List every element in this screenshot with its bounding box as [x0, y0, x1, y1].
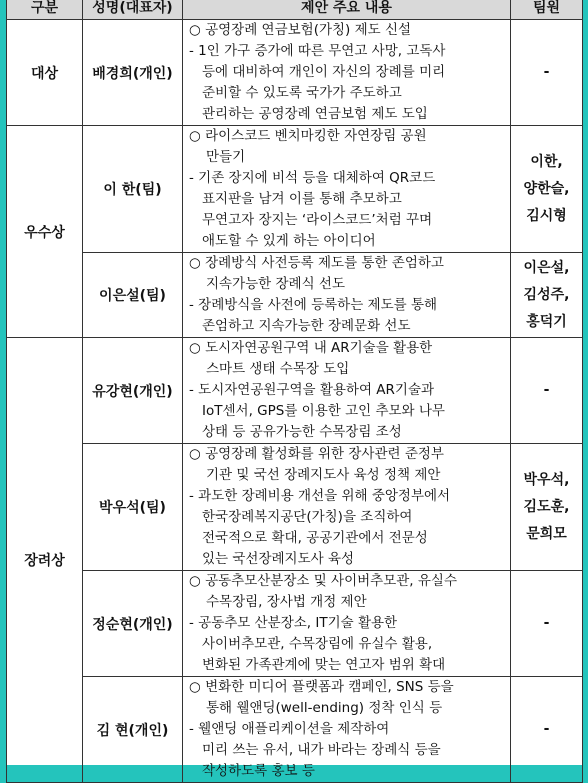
team-members: -: [511, 20, 583, 126]
proposal-content: [183, 338, 511, 444]
table-row: [7, 253, 583, 338]
winner-name: 유강현(개인): [83, 338, 183, 444]
team-members: 이한, 양한슬, 김시형: [511, 126, 583, 253]
award-table: [6, 0, 583, 783]
proposal-line: 만들기: [206, 149, 246, 165]
table-row: [7, 126, 583, 253]
proposal-line: 한국장례복지공단(가칭)을 조직하여: [202, 509, 413, 525]
proposal-line: - 웰앤딩 애플리케이션을 제작하여: [189, 719, 506, 740]
award-category: 대상: [7, 20, 83, 126]
proposal-line: 준비할 수 있도록 국가가 주도하고: [202, 85, 402, 101]
proposal-line: ○ 도시자연공원구역 내 AR기술을 활용한: [189, 338, 506, 359]
document-page: [6, 0, 582, 779]
winner-name: 박우석(팀): [83, 444, 183, 571]
proposal-content: [183, 20, 511, 126]
table-row: [7, 677, 583, 783]
winner-name: 배경희(개인): [83, 20, 183, 126]
proposal-line: ○ 공영장례 연금보험(가칭) 제도 신설: [189, 20, 506, 41]
header-team: 팀원: [511, 0, 583, 20]
proposal-content: [183, 571, 511, 677]
award-category: 장려상: [7, 338, 83, 783]
proposal-line: ○ 라이스코드 벤치마킹한 자연장림 공원: [189, 126, 506, 147]
proposal-line: 수목장림, 장사법 개정 제안: [206, 594, 367, 610]
proposal-line: 통해 웰앤딩(well-ending) 정착 인식 등: [206, 700, 443, 716]
team-members: -: [511, 338, 583, 444]
proposal-line: ○ 장례방식 사전등록 제도를 통한 존엄하고: [189, 253, 506, 274]
proposal-line: 애도할 수 있게 하는 아이디어: [202, 233, 376, 249]
proposal-line: - 도시자연공원구역을 활용하여 AR기술과: [189, 380, 506, 401]
proposal-line: 표지판을 남겨 이를 통해 추모하고: [202, 191, 402, 207]
proposal-line: 존엄하고 지속가능한 장례문화 선도: [202, 318, 411, 334]
proposal-content: [183, 253, 511, 338]
proposal-line: 지속가능한 장례식 선도: [206, 276, 345, 292]
proposal-line: 등에 대비하여 개인이 자신의 장례를 미리: [202, 64, 446, 80]
table-header-row: [7, 0, 583, 20]
proposal-line: - 장례방식을 사전에 등록하는 제도를 통해: [189, 295, 506, 316]
table-body: [7, 20, 583, 783]
winner-name: 이 한(팀): [83, 126, 183, 253]
winner-name: 김 현(개인): [83, 677, 183, 783]
team-members: 이은설, 김성주, 홍덕기: [511, 253, 583, 338]
table-row: [7, 444, 583, 571]
proposal-line: 상태 등 공유가능한 수목장림 조성: [202, 424, 402, 440]
proposal-line: IoT센서, GPS를 이용한 고인 추모와 나무: [202, 403, 445, 419]
table-row: [7, 571, 583, 677]
proposal-content: [183, 444, 511, 571]
proposal-line: ○ 공영장례 활성화를 위한 장사관련 준정부: [189, 444, 506, 465]
proposal-line: 관리하는 공영장례 연금보험 제도 도입: [202, 106, 428, 122]
proposal-line: - 공동추모 산분장소, IT기술 활용한: [189, 613, 506, 634]
proposal-line: ○ 공동추모산분장소 및 사이버추모관, 유실수: [189, 571, 506, 592]
proposal-line: 미리 쓰는 유서, 내가 바라는 장례식 등을: [202, 742, 441, 758]
award-category: 우수상: [7, 126, 83, 338]
proposal-line: 기관 및 국선 장례지도사 육성 정책 제안: [206, 467, 441, 483]
proposal-line: 사이버추모관, 수목장림에 유실수 활용,: [202, 636, 433, 652]
team-members: -: [511, 571, 583, 677]
winner-name: 정순현(개인): [83, 571, 183, 677]
team-members: -: [511, 677, 583, 783]
proposal-line: - 1인 가구 증가에 따른 무연고 사망, 고독사: [189, 41, 506, 62]
proposal-line: 전국적으로 확대, 공공기관에서 전문성: [202, 530, 428, 546]
team-members: 박우석, 김도훈, 문희모: [511, 444, 583, 571]
proposal-line: - 과도한 장례비용 개선을 위해 중앙정부에서: [189, 486, 506, 507]
proposal-line: - 기존 장지에 비석 등을 대체하여 QR코드: [189, 168, 506, 189]
winner-name: 이은설(팀): [83, 253, 183, 338]
proposal-content: [183, 126, 511, 253]
proposal-line: 변화된 가족관계에 맞는 연고자 범위 확대: [202, 657, 446, 673]
proposal-line: ○ 변화한 미디어 플랫폼과 캠페인, SNS 등을: [189, 677, 506, 698]
proposal-line: 작성하도록 홍보 등: [202, 763, 315, 779]
header-name: 성명(대표자): [83, 0, 183, 20]
proposal-line: 무연고자 장지는 ‘라이스코드’처럼 꾸며: [202, 212, 433, 228]
proposal-line: 있는 국선장례지도사 육성: [202, 551, 355, 567]
table-row: [7, 20, 583, 126]
proposal-line: 스마트 생태 수목장 도입: [206, 361, 350, 377]
header-content: 제안 주요 내용: [183, 0, 511, 20]
header-category: 구분: [7, 0, 83, 20]
proposal-content: [183, 677, 511, 783]
table-row: [7, 338, 583, 444]
